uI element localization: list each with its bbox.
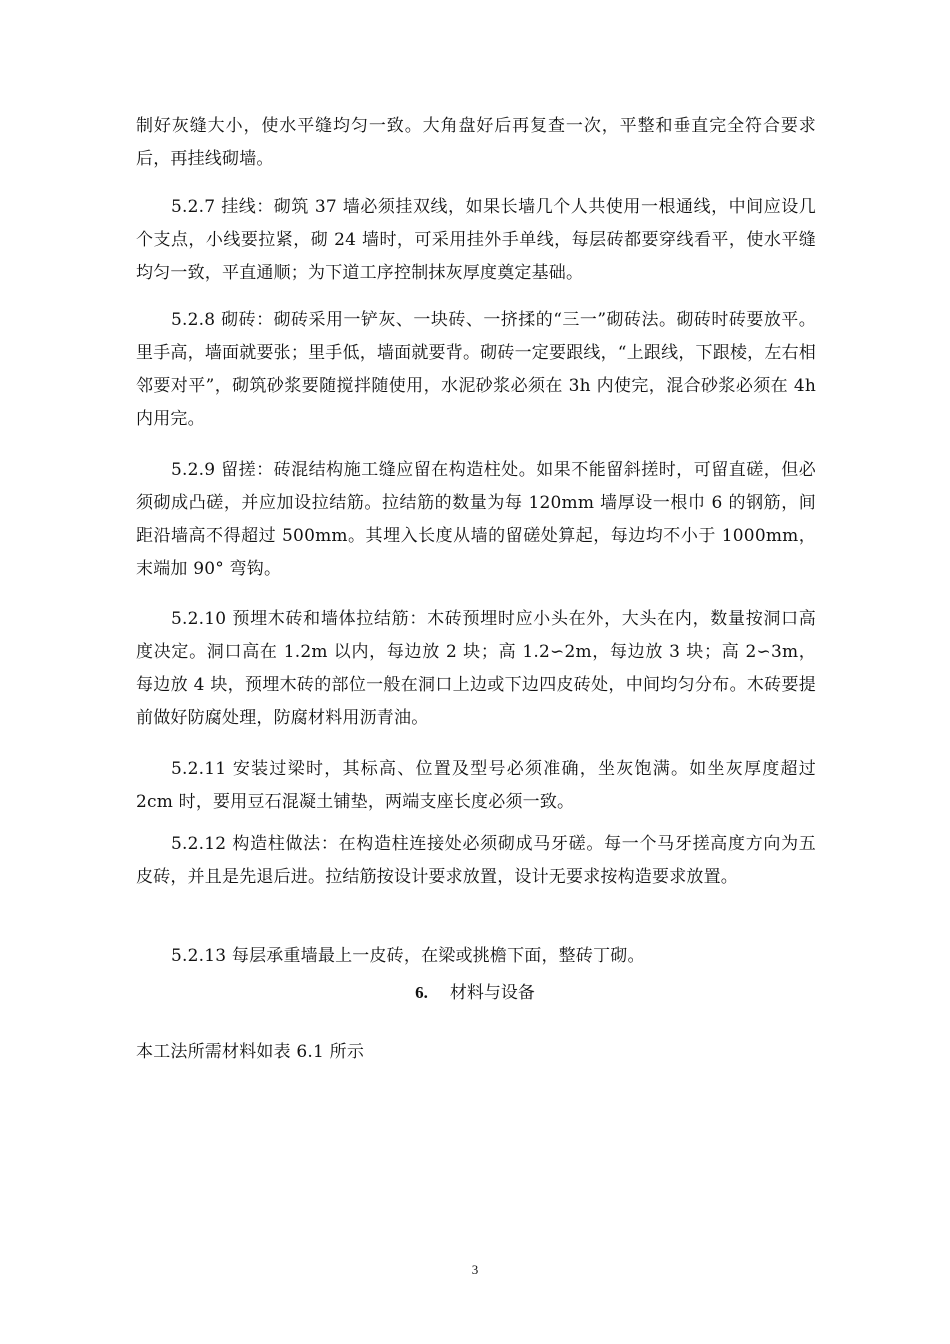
paragraph-5-2-11: 5.2.11 安装过梁时，其标高、位置及型号必须准确，坐灰饱满。如坐灰厚度超过 2cm 时，要用豆石混凝土铺垫，两端支座长度必须一致。 — [136, 759, 816, 812]
paragraph-5-2-9: 5.2.9 留搓：砖混结构施工缝应留在构造柱处。如果不能留斜搓时，可留直磋，但必须砌成凸磋，并应加设拉结筋。拉结筋的数量为每 120mm 墙厚设一根巾 6 的钢筋，间距沿墙高不得超过 500mm。其埋入长度从墙的留磋处算起，每边均不小于 1000mm，末端加 90° 弯钩。 — [136, 460, 816, 579]
paragraph-5-2-8: 5.2.8 砌砖：砌砖采用一铲灰、一块砖、一挤揉的“三一”砌砖法。砌砖时砖要放平。里手高，墙面就要张；里手低，墙面就要背。砌砖一定要跟线，“上跟线，下跟棱，左右相邻要对平”，砌筑砂浆要随搅拌随使用，水泥砂浆必须在 3h 内使完，混合砂浆必须在 4h 内用完。 — [136, 310, 816, 429]
paragraph-continuation: 制好灰缝大小，使水平缝均匀一致。大角盘好后再复查一次，平整和垂直完全符合要求后，再挂线砌墙。 — [136, 116, 816, 169]
paragraph-table-reference: 本工法所需材料如表 6.1 所示 — [136, 1042, 365, 1062]
paragraph-5-2-10: 5.2.10 预埋木砖和墙体拉结筋：木砖预埋时应小头在外，大头在内，数量按洞口高度决定。洞口高在 1.2m 以内，每边放 2 块；高 1.2∽2m，每边放 3 块；高 2∽3m，每边放 4 块，预埋木砖的部位一般在洞口上边或下边四皮砖处，中间均匀分布。木砖要提前做好防腐处理，防腐材料用沥青油。 — [136, 609, 816, 728]
paragraph-5-2-12: 5.2.12 构造柱做法：在构造柱连接处必须砌成马牙磋。每一个马牙搓高度方向为五皮砖，并且是先退后进。拉结筋按设计要求放置，设计无要求按构造要求放置。 — [136, 834, 816, 887]
paragraph-5-2-13: 5.2.13 每层承重墙最上一皮砖，在梁或挑檐下面，整砖丁砌。 — [171, 946, 645, 966]
section-heading — [0, 976, 950, 1010]
page-number: 3 — [471, 1262, 479, 1277]
section-title: 材料与设备 — [449, 983, 535, 1003]
paragraph-5-2-7: 5.2.7 挂线：砌筑 37 墙必须挂双线，如果长墙几个人共使用一根通线，中间应设几个支点，小线要拉紧，砌 24 墙时，可采用挂外手单线，每层砖都要穿线看平，使水平缝均匀一致，平直通顺；为下道工序控制抹灰厚度奠定基础。 — [136, 197, 816, 283]
section-number: 6. — [415, 983, 428, 1002]
